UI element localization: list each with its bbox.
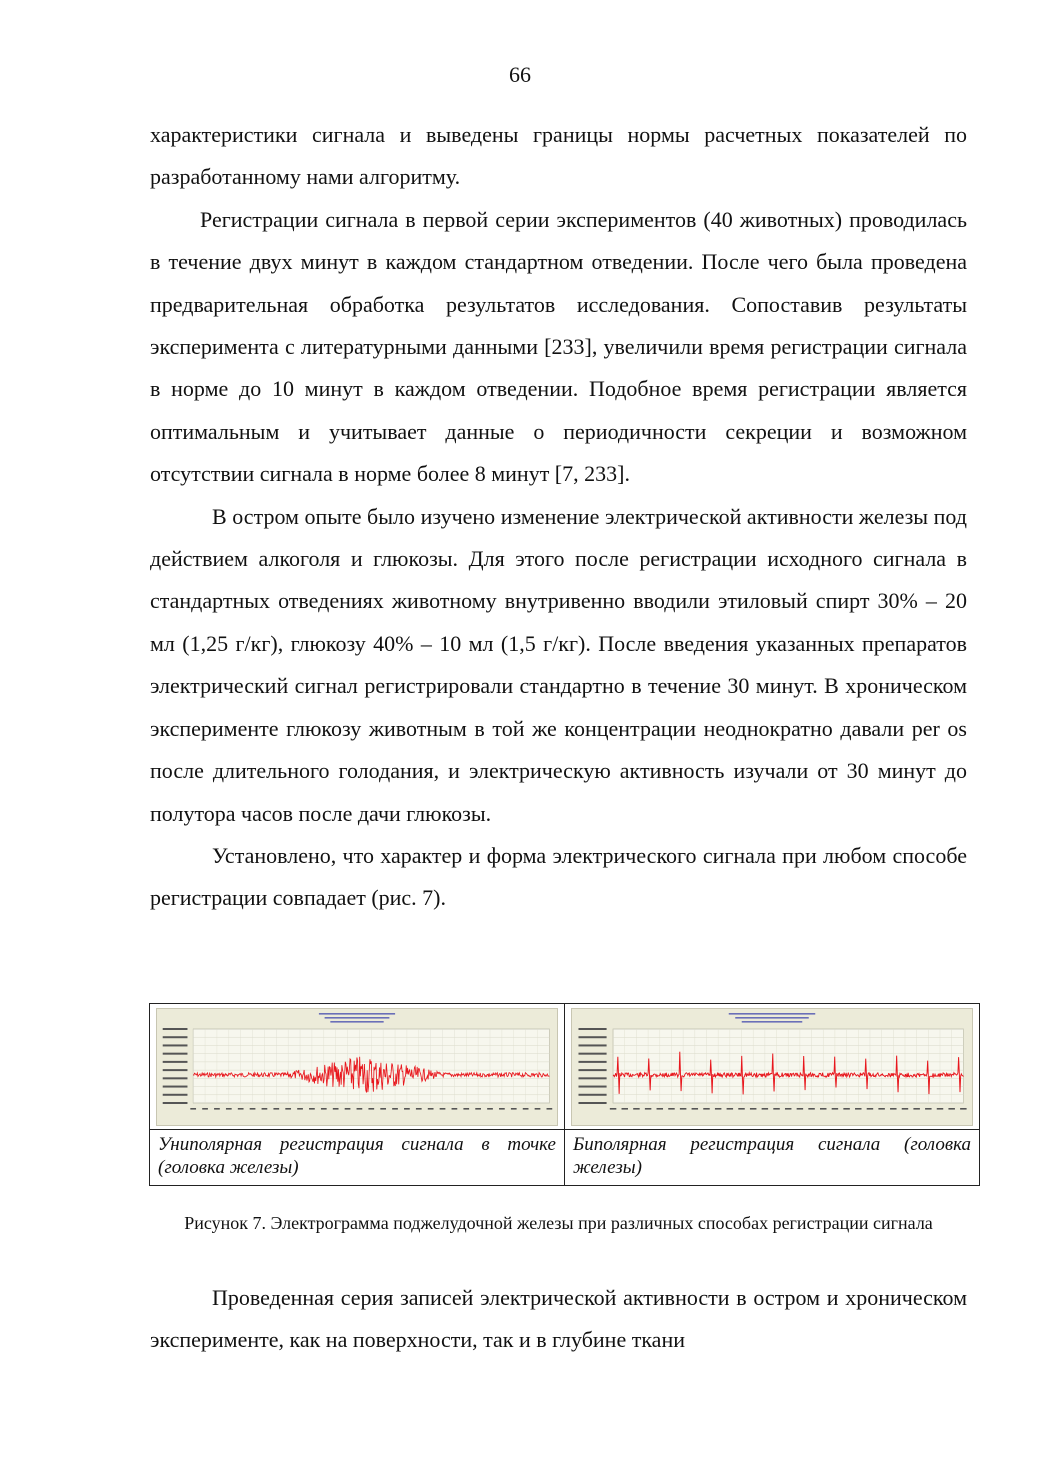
bipolar-caption: Биполярная регистрация сигнала (головка железы) [565,1130,980,1186]
bipolar-electrogram [572,1009,972,1125]
figure-caption: Рисунок 7. Электрограмма поджелудочной железы при различных способах регистрации сигнала [184,1213,933,1233]
bipolar-electrogram-image [571,1008,973,1126]
unipolar-electrogram-image [156,1008,558,1126]
body-text-top [150,114,967,920]
paragraph-1: характеристики сигнала и выведены границы нормы расчетных показателей по разработанному нами алгоритму. [150,122,967,190]
bipolar-chart-cell [565,1004,980,1130]
paragraph-3: В остром опыте было изучено изменение электрической активности железы под действием алкоголя и глюкозы. Для этого после регистрации исходного сигнала в стандартных отведениях животному внутривенно вводили этиловый спирт 30% – 20 мл (1,25 г/кг), глюкозу 40% – 10 мл (1,5 г/кг). После введения указанных препаратов электрический сигнал регистрировали стандартно в течение 30 минут. В хроническом эксперименте глюкозу животным в той же концентрации неоднократно давали per os после длительного голодания, и электрическую активность изучали от 30 минут до полутора часов после дачи глюкозы. [150,503,967,826]
figure-table [149,1003,980,1186]
paragraph-5: Проведенная серия записей электрической активности в остром и хроническом эксперименте, как на поверхности, так и в глубине ткани [150,1285,967,1353]
page-number: 66 [509,62,531,87]
unipolar-electrogram [157,1009,557,1125]
paragraph-2: Регистрации сигнала в первой серии экспериментов (40 животных) проводилась в течение двух минут в каждом стандартном отведении. После чего была проведена предварительная обработка результатов исследования. Сопоставив результаты эксперимента с литературными данными [233], увеличили время регистрации сигнала в норме до 10 минут в каждом отведении. Подобное время регистрации является оптимальным и учитывает данные о периодичности секреции и возможном отсутствии сигнала в норме более 8 минут [7, 233]. [150,206,967,487]
body-text-bottom [150,1277,967,1362]
unipolar-caption: Униполярная регистрация сигнала в точке (головка железы) [150,1130,565,1186]
paragraph-4: Установлено, что характер и форма электрического сигнала при любом способе регистрации совпадает (рис. 7). [150,842,967,911]
unipolar-chart-cell [150,1004,565,1130]
